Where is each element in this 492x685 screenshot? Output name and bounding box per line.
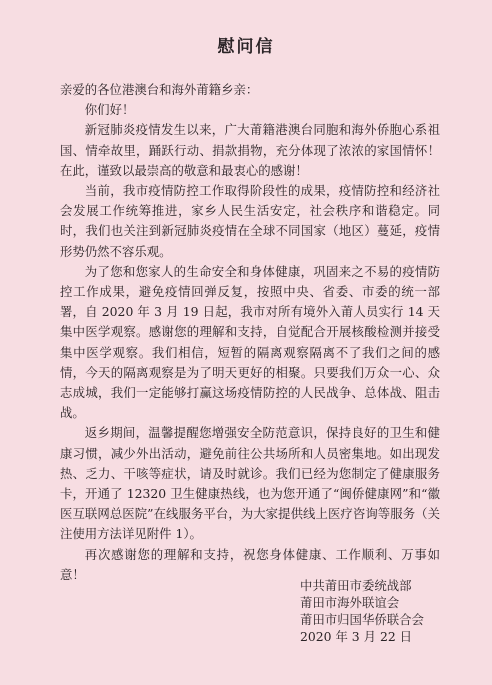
paragraph: 为了您和您家人的生命安全和身体健康，巩固来之不易的疫情防控工作成果，避免疫情回弹反复，按照中央、省委、市委的统一部署，自 2020 年 3 月 19 日起，我市对所有境外入莆人员实行 14 天集中医学观察。感谢您的理解和支持，自觉配合开展核酸检测并接受集中医学观察。我们相信，短暂的隔离观察隔离不了我们之间的感情，今天的隔离观察是为了明天更好的相聚。只要我们万众一心、众志成城，我们一定能够打赢这场疫情防控的人民战争、总体战、阻击战。 xyxy=(60,263,440,421)
letter-date: 2020 年 3 月 22 日 xyxy=(300,629,413,644)
paragraph: 返乡期间，温馨提醒您增强安全防范意识，保持良好的卫生和健康习惯，减少外出活动，避免前往公共场所和人员密集地。如出现发热、乏力、干咳等症状，请及时就诊。我们已经为您制定了健康服务卡，开通了 12320 卫生健康热线，也为您开通了“闽侨健康网”和“徽医互联网总医院”在线服务平台，为大家提供线上医疗咨询等服务（关注使用方法详见附件 1）。 xyxy=(60,425,440,542)
greeting: 你们好！ xyxy=(84,102,135,118)
signatory: 莆田市海外联谊会 xyxy=(300,595,400,610)
signatory: 莆田市归国华侨联合会 xyxy=(300,612,424,627)
paragraph: 新冠肺炎疫情发生以来，广大莆籍港澳台同胞和海外侨胞心系祖国、情牵故里，踊跃行动、捐款捐物，充分体现了浓浓的家国情怀！在此，谨致以最崇高的敬意和最衷心的感谢！ xyxy=(60,122,440,178)
salutation: 亲爱的各位港澳台和海外莆籍乡亲： xyxy=(60,82,259,97)
signatory: 中共莆田市委统战部 xyxy=(300,578,412,593)
letter-body xyxy=(60,80,440,585)
signature-block xyxy=(300,577,424,645)
letter-title: 慰问信 xyxy=(217,37,275,57)
paragraph: 当前，我市疫情防控工作取得阶段性的成果，疫情防控和经济社会发展工作统筹推进，家乡人民生活安定，社会秩序和谐稳定。同时，我们也关注到新冠肺炎疫情在全球不同国家（地区）蔓延，疫情形势仍然不容乐观。 xyxy=(60,183,440,259)
closing-paragraph: 再次感谢您的理解和支持，祝您身体健康、工作顺利、万事如意！ xyxy=(60,546,440,582)
